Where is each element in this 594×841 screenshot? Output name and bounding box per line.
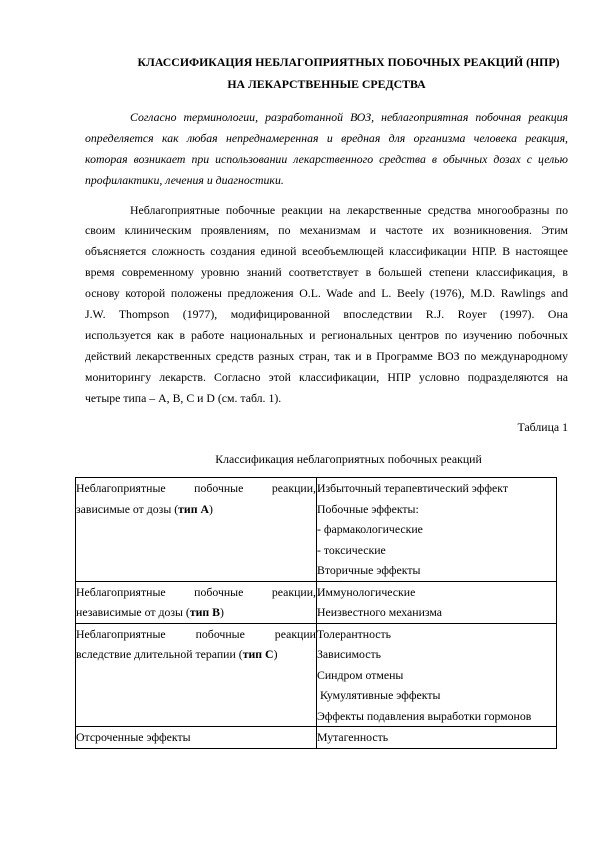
category-cell <box>76 581 317 623</box>
body-line: используется как в работе национальных и региональных центров по изучению побочных <box>85 327 568 342</box>
effect-item: Эффекты подавления выработки гормонов <box>317 708 532 723</box>
document-title <box>85 51 568 95</box>
category-line <box>76 602 316 623</box>
definition-line: которая возникает при использовании лекарственного средства в обычных дозах с целью <box>85 151 568 166</box>
effects-cell <box>317 581 557 623</box>
effect-item: - фармакологические <box>317 522 423 536</box>
effect-item: Толерантность <box>317 626 392 641</box>
body-line: основу которой положены предложения O.L. Wade and L. Beely (1976), M.D. Rawlings and <box>85 286 568 301</box>
body-line: мониторингу лекарств. Согласно этой классификации, НПР условно подразделяются на <box>85 369 568 384</box>
effects-cell <box>317 623 557 727</box>
effect-item: Неизвестного механизма <box>317 605 443 619</box>
effect-item: Зависимость <box>317 647 382 661</box>
category-text: вследствие длительной терапии ( <box>76 647 243 661</box>
title-line-2: НА ЛЕКАРСТВЕННЫЕ СРЕДСТВА <box>227 77 426 91</box>
effect-item: Кумулятивные эффекты <box>317 688 441 702</box>
body-line: объясняется сложность создания единой всеобъемлющей классификации НПР. В настоящее <box>85 244 568 259</box>
effects-cell <box>317 478 557 582</box>
body-line: Неблагоприятные побочные реакции на лекарственные средства многообразны по <box>130 202 568 217</box>
body-line: своим клиническим проявлениям, по механизмам и частоте их возникновения. Этим <box>85 223 568 238</box>
table-row-type-c <box>76 623 557 727</box>
effect-item: Вторичные эффекты <box>317 563 421 577</box>
classification-table <box>75 477 557 749</box>
category-line: Отсроченные эффекты <box>76 730 191 744</box>
effect-item: Избыточный терапевтический эффект <box>317 481 508 495</box>
category-line: Неблагоприятные побочные реакции, <box>76 481 316 495</box>
category-text-end: ) <box>273 647 278 661</box>
effect-item: Иммунологические <box>317 584 416 599</box>
category-line: Неблагоприятные побочные реакции, <box>76 584 316 599</box>
category-cell <box>76 478 317 582</box>
definition-line: Согласно терминологии, разработанной ВОЗ, неблагоприятная побочная реакция <box>130 109 568 124</box>
effect-item: - токсические <box>317 542 386 557</box>
effect-item: Мутагенность <box>317 730 389 744</box>
definition-line: профилактики, лечения и диагностики. <box>85 172 284 187</box>
who-definition-paragraph <box>85 107 568 191</box>
category-line <box>76 644 316 665</box>
category-cell <box>76 623 317 727</box>
reaction-type-code: тип С <box>242 647 274 661</box>
category-text-end: ) <box>220 605 224 619</box>
body-paragraph <box>85 200 568 409</box>
body-line: действий лекарственных средств разных стран, так и в Программе ВОЗ по международному <box>85 348 568 363</box>
table-row-delayed <box>76 727 557 749</box>
table-row-type-a <box>76 478 557 582</box>
table-row-type-b <box>76 581 557 623</box>
category-line: Неблагоприятные побочные реакции <box>76 626 316 641</box>
category-text: зависимые от дозы ( <box>76 501 179 516</box>
category-line <box>76 499 316 520</box>
reaction-type-code: тип А <box>178 501 209 516</box>
category-cell <box>76 727 317 749</box>
table-number: Таблица 1 <box>517 419 568 434</box>
reaction-type-code: тип В <box>189 605 221 619</box>
effect-item: Побочные эффекты: <box>317 501 419 516</box>
table-caption-text: Классификация неблагоприятных побочных реакций <box>215 451 482 466</box>
effect-item: Синдром отмены <box>317 667 404 682</box>
definition-line: определяется как любая непреднамеренная и вредная для организма человека реакция, <box>85 130 568 145</box>
title-line-1: КЛАССИФИКАЦИЯ НЕБЛАГОПРИЯТНЫХ ПОБОЧНЫХ РЕАКЦИЙ (НПР) <box>137 55 560 69</box>
body-line: J.W. Thompson (1977), модифицированной впоследствии R.J. Royer (1997). Она <box>85 307 568 322</box>
table-caption <box>85 449 568 470</box>
category-text: независимые от дозы ( <box>76 605 190 619</box>
body-line: время современному уровню знаний соответствует в большей степени классификация, в <box>85 265 568 280</box>
effects-cell <box>317 727 557 749</box>
category-text-end: ) <box>208 501 213 516</box>
body-line: четыре типа – A, B, C и D (см. табл. 1). <box>85 390 282 405</box>
